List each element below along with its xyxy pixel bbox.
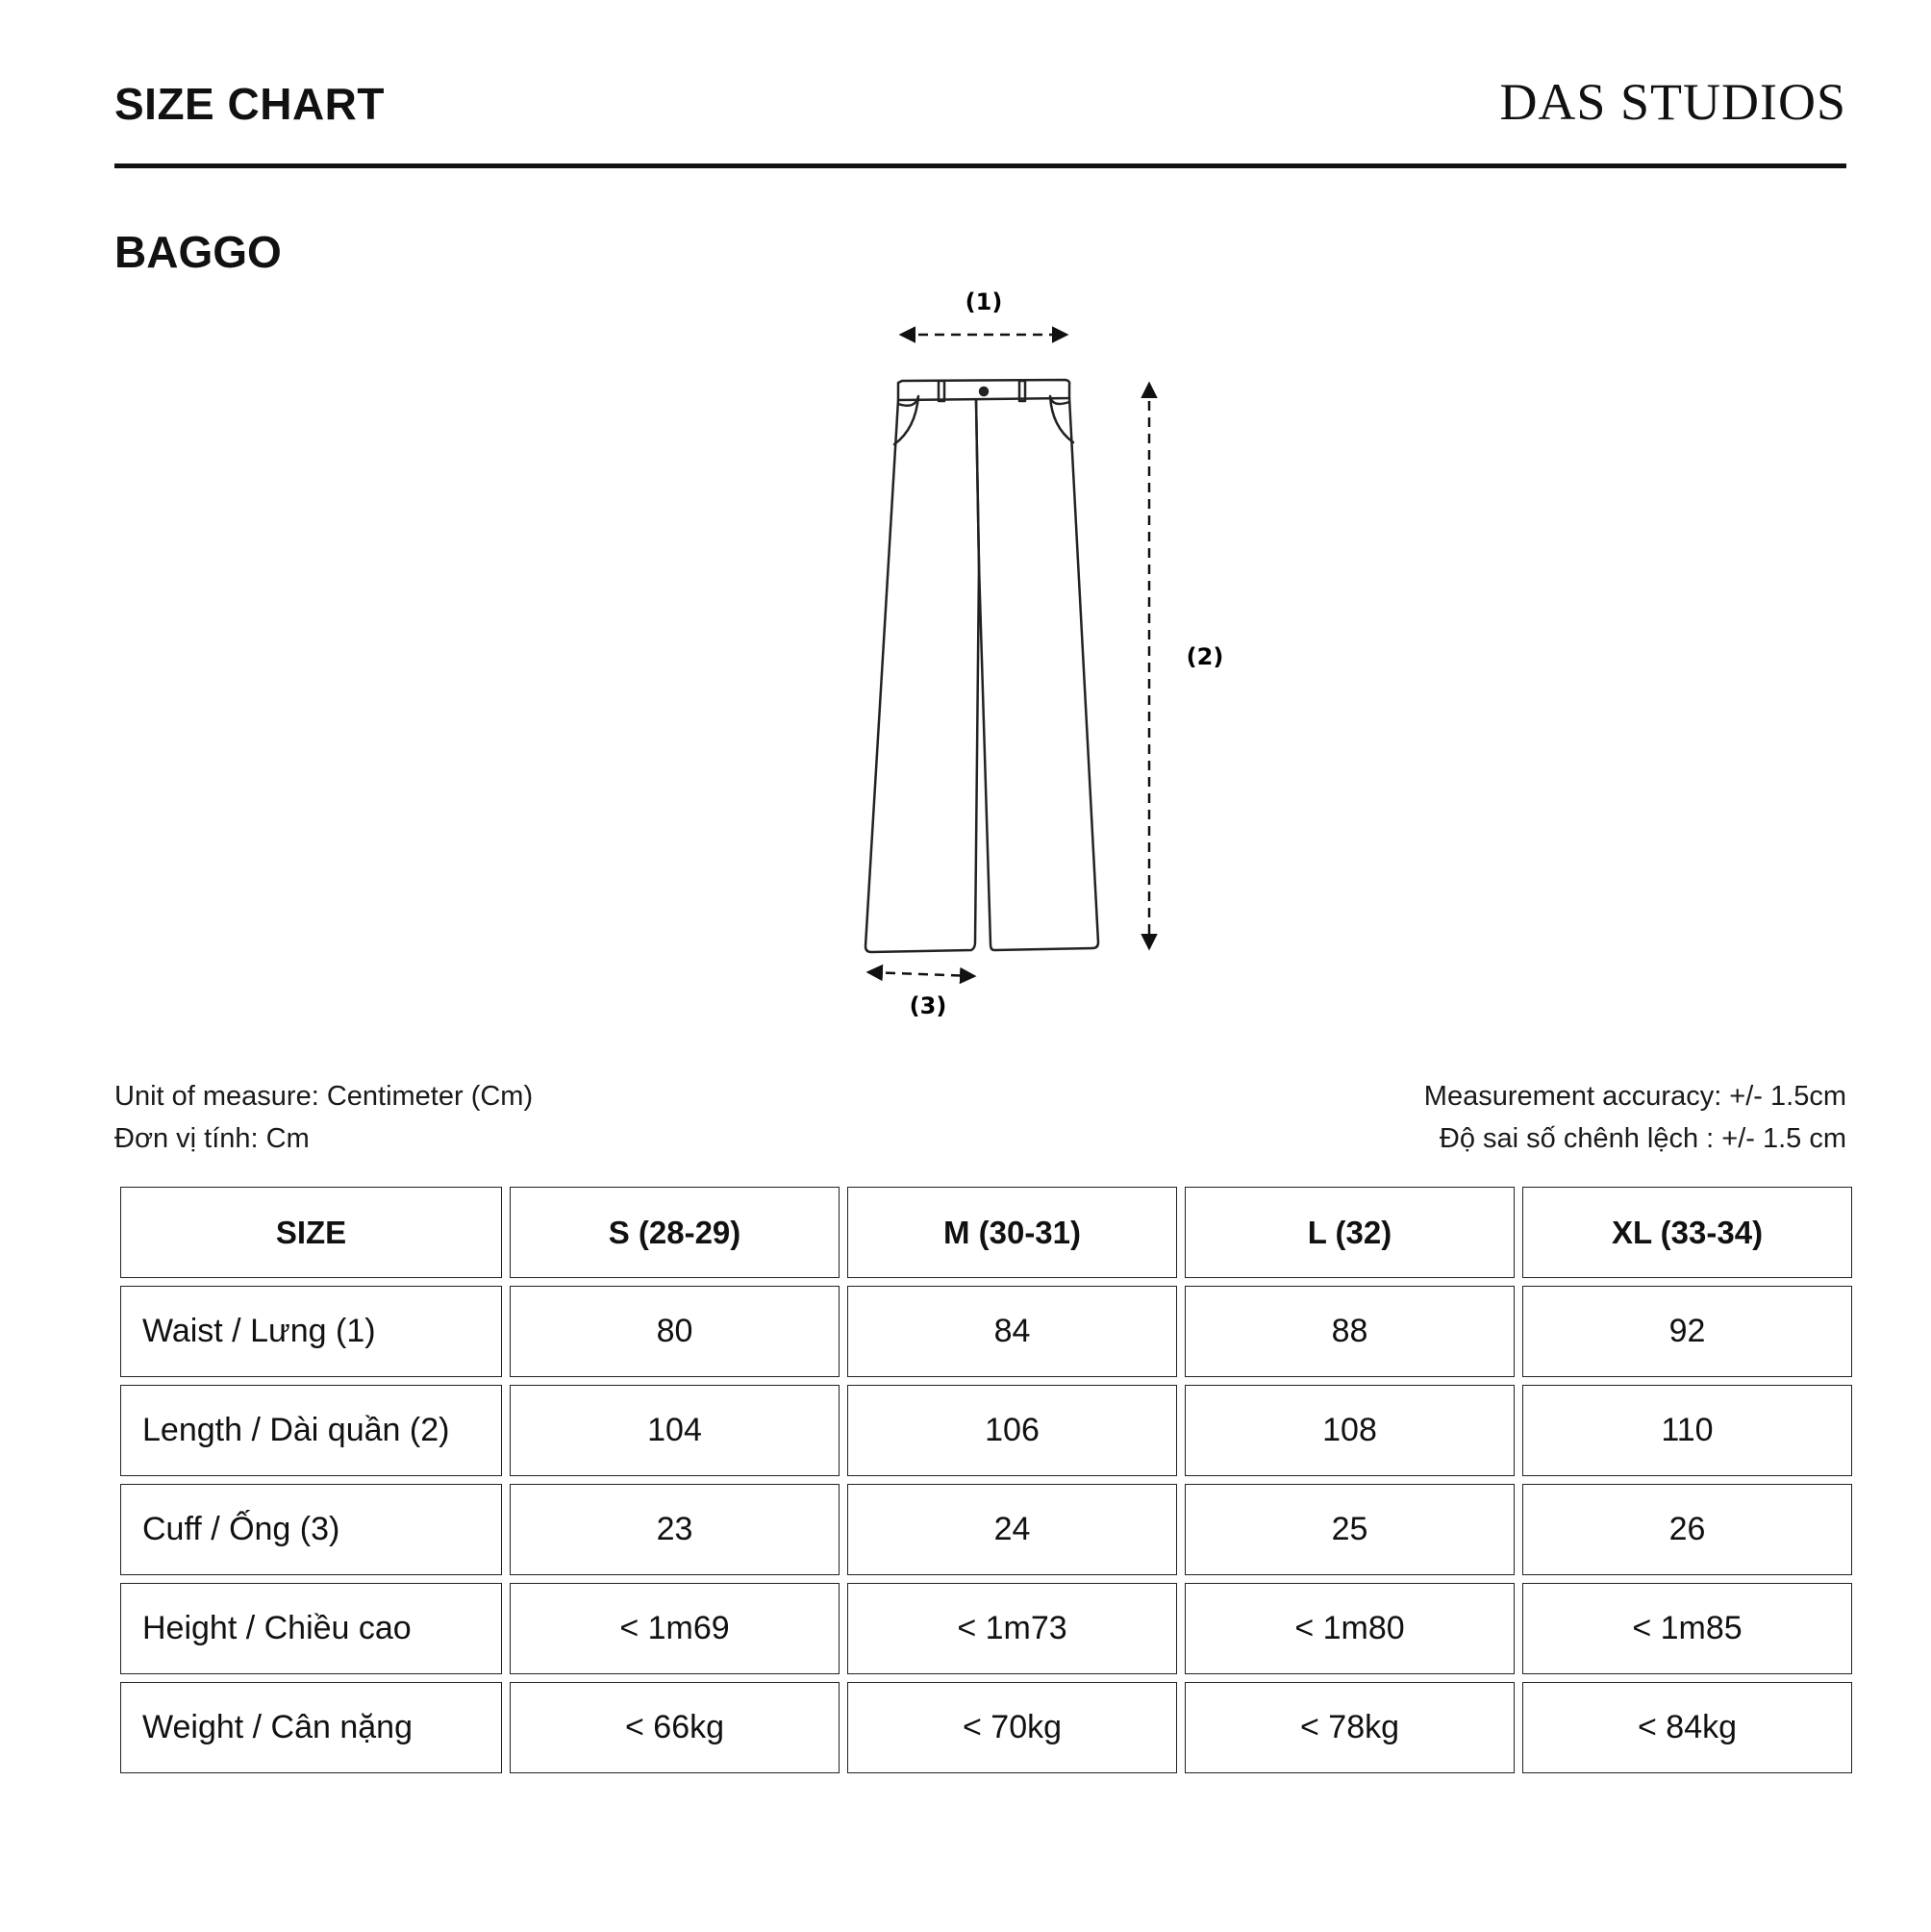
brand-logo: DAS STUDIOS	[1499, 73, 1846, 131]
table-row-weight	[120, 1682, 1852, 1773]
table-cell: 26	[1522, 1484, 1852, 1575]
length-measure	[1149, 385, 1223, 947]
accuracy-note	[1424, 1075, 1846, 1160]
header-l: L (32)	[1185, 1187, 1515, 1278]
table-cell: 110	[1522, 1385, 1852, 1476]
table-cell: 84	[847, 1286, 1177, 1377]
table-row-length	[120, 1385, 1852, 1476]
table-cell: 88	[1185, 1286, 1515, 1377]
row-label: Length / Dài quần (2)	[120, 1385, 502, 1476]
table-cell: 80	[510, 1286, 840, 1377]
header-xl: XL (33-34)	[1522, 1187, 1852, 1278]
header-s: S (28-29)	[510, 1187, 840, 1278]
unit-note-en: Unit of measure: Centimeter (Cm)	[114, 1081, 534, 1112]
row-label: Weight / Cân nặng	[120, 1682, 502, 1773]
accuracy-note-vi: Độ sai số chênh lệch : +/- 1.5 cm	[1439, 1123, 1846, 1154]
table-cell: 108	[1185, 1385, 1515, 1476]
product-name: BAGGO	[114, 227, 282, 277]
table-cell: < 78kg	[1185, 1682, 1515, 1773]
table-cell: 92	[1522, 1286, 1852, 1377]
table-cell: < 84kg	[1522, 1682, 1852, 1773]
header-size: SIZE	[120, 1187, 502, 1278]
table-cell: < 1m80	[1185, 1583, 1515, 1674]
unit-note-vi: Đơn vị tính: Cm	[114, 1123, 310, 1154]
table-header-row	[120, 1187, 1852, 1278]
waist-measure	[902, 289, 1066, 335]
table-cell: 106	[847, 1385, 1177, 1476]
table-cell: 24	[847, 1484, 1177, 1575]
table-row-cuff	[120, 1484, 1852, 1575]
row-label: Cuff / Ống (3)	[120, 1484, 502, 1575]
table-cell: < 1m85	[1522, 1583, 1852, 1674]
pants-outline	[865, 380, 1098, 952]
table-cell: < 1m73	[847, 1583, 1177, 1674]
table-cell: < 1m69	[510, 1583, 840, 1674]
page-title: SIZE CHART	[114, 79, 385, 129]
table-row-height	[120, 1583, 1852, 1674]
table-row-waist	[120, 1286, 1852, 1377]
size-table	[113, 1179, 1860, 1781]
table-cell: 23	[510, 1484, 840, 1575]
table-cell: < 70kg	[847, 1682, 1177, 1773]
row-label: Height / Chiều cao	[120, 1583, 502, 1674]
accuracy-note-en: Measurement accuracy: +/- 1.5cm	[1423, 1081, 1846, 1112]
length-label: (2)	[1186, 643, 1224, 670]
cuff-measure	[869, 972, 973, 1019]
table-cell: < 66kg	[510, 1682, 840, 1773]
waist-label: (1)	[965, 289, 1003, 315]
header-m: M (30-31)	[847, 1187, 1177, 1278]
unit-note	[114, 1075, 533, 1160]
pants-illustration	[846, 279, 1250, 1029]
header-divider	[114, 163, 1846, 168]
table-cell: 25	[1185, 1484, 1515, 1575]
table-cell: 104	[510, 1385, 840, 1476]
cuff-label: (3)	[909, 992, 947, 1019]
row-label: Waist / Lưng (1)	[120, 1286, 502, 1377]
pants-diagram	[846, 279, 1250, 1029]
